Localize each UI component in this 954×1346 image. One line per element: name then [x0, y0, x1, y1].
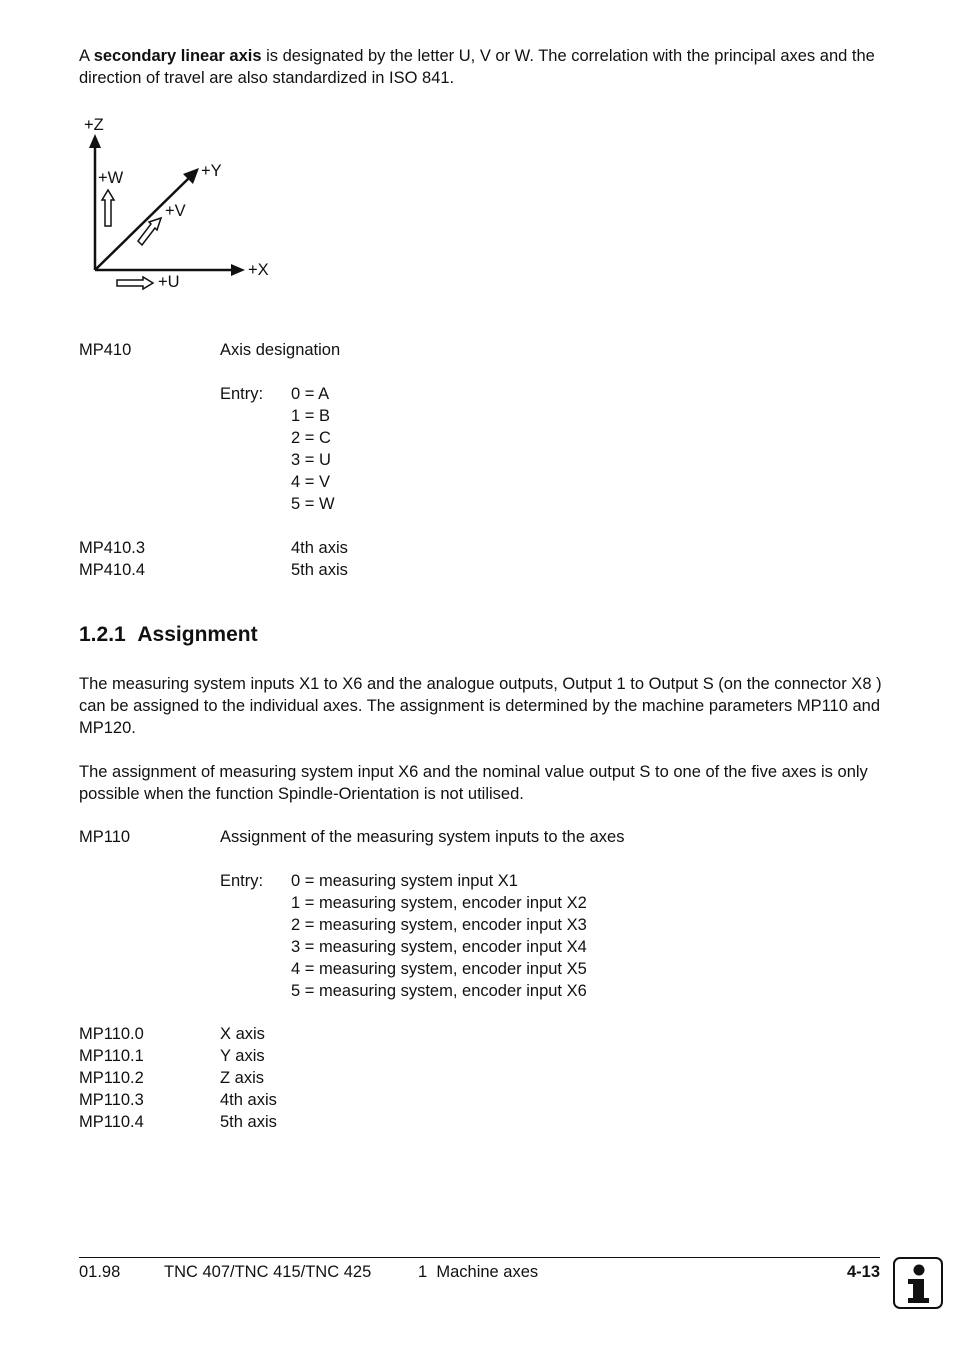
mp110-code: MP110: [79, 828, 131, 846]
mp110-entry: 4 = measuring system, encoder input X5: [291, 960, 587, 978]
mp110-sub-code: MP110.2: [79, 1069, 144, 1087]
mp110-sub-code: MP110.0: [79, 1025, 144, 1043]
mp110-sub-label: Z axis: [220, 1069, 265, 1087]
label-w: +W: [98, 169, 124, 187]
mp410-sub-code: MP410.3: [79, 539, 146, 557]
mp410-entry: 3 = U: [291, 451, 331, 469]
mp110-entry: 1 = measuring system, encoder input X2: [291, 894, 587, 912]
mp410-description: Axis designation: [220, 341, 341, 359]
footer-page-number: 4-13: [846, 1263, 880, 1281]
mp410-entry: 2 = C: [291, 429, 331, 447]
mp410-entry-label: Entry:: [220, 385, 264, 403]
section-number: 1.2.1: [79, 623, 126, 646]
mp410-sub-label: 5th axis: [291, 561, 348, 579]
label-v: +V: [165, 202, 186, 220]
footer-product: TNC 407/TNC 415/TNC 425: [164, 1263, 372, 1281]
label-u: +U: [158, 273, 180, 291]
label-y: +Y: [201, 162, 222, 180]
mp110-entry: 0 = measuring system input X1: [291, 872, 518, 890]
mp110-sub-label: 5th axis: [220, 1113, 277, 1131]
axis-diagram: [79, 110, 299, 305]
mp110-entry: 3 = measuring system, encoder input X4: [291, 938, 587, 956]
v-hollow-arrow: [138, 218, 161, 245]
info-icon: [893, 1257, 943, 1309]
mp110-sub-code: MP110.3: [79, 1091, 144, 1109]
footer-chapter: 1 Machine axes: [418, 1263, 539, 1281]
mp110-sub-code: MP110.4: [79, 1113, 144, 1131]
mp110-sub-label: Y axis: [220, 1047, 265, 1065]
mp110-description: Assignment of the measuring system inputs to the axes: [220, 828, 625, 846]
x-axis-arrowhead: [231, 264, 245, 276]
mp110-entry: 5 = measuring system, encoder input X6: [291, 982, 587, 1000]
section-heading: [79, 623, 258, 647]
mp410-code: MP410: [79, 341, 132, 359]
mp110-sub-code: MP110.1: [79, 1047, 144, 1065]
assignment-paragraph-2: The assignment of measuring system input X6 and the nominal value output S to one of the five axes is only possible when the function Spindle-Orientation is not utilised.: [79, 763, 868, 803]
mp110-sub-label: 4th axis: [220, 1091, 277, 1109]
z-axis-arrowhead: [89, 134, 101, 148]
mp410-sub-label: 4th axis: [291, 539, 348, 557]
mp110-entry: 2 = measuring system, encoder input X3: [291, 916, 587, 934]
mp410-sub-code: MP410.4: [79, 561, 146, 579]
intro-prefix: A: [79, 47, 94, 65]
mp410-entry: 4 = V: [291, 473, 330, 491]
mp410-entry: 5 = W: [291, 495, 335, 513]
footer-date: 01.98: [79, 1263, 121, 1281]
assignment-paragraph-1: The measuring system inputs X1 to X6 and the analogue outputs, Output 1 to Output S (on the connector X8 ) can be assigned to the individual axes. The assignment is determined by the machine parameters MP110 and MP120.: [79, 675, 882, 737]
label-x: +X: [248, 261, 269, 279]
info-icon-glyph: [895, 1259, 941, 1307]
w-hollow-arrow: [102, 190, 114, 226]
footer-rule: [79, 1257, 880, 1258]
label-z: +Z: [84, 116, 104, 134]
axis-diagram-svg: [79, 110, 299, 300]
u-hollow-arrow: [117, 277, 153, 289]
intro-bold-term: secondary linear axis: [93, 47, 262, 65]
intro-paragraph: [79, 45, 889, 89]
mp110-sub-label: X axis: [220, 1025, 265, 1043]
intro-rest: is designated by the letter U, V or W. The correlation with the principal axes and the direction of travel are also standardized in ISO 841.: [79, 47, 875, 87]
mp410-entry: 0 = A: [291, 385, 330, 403]
mp110-entry-label: Entry:: [220, 872, 264, 890]
section-title: Assignment: [137, 623, 258, 646]
mp410-entry: 1 = B: [291, 407, 330, 425]
